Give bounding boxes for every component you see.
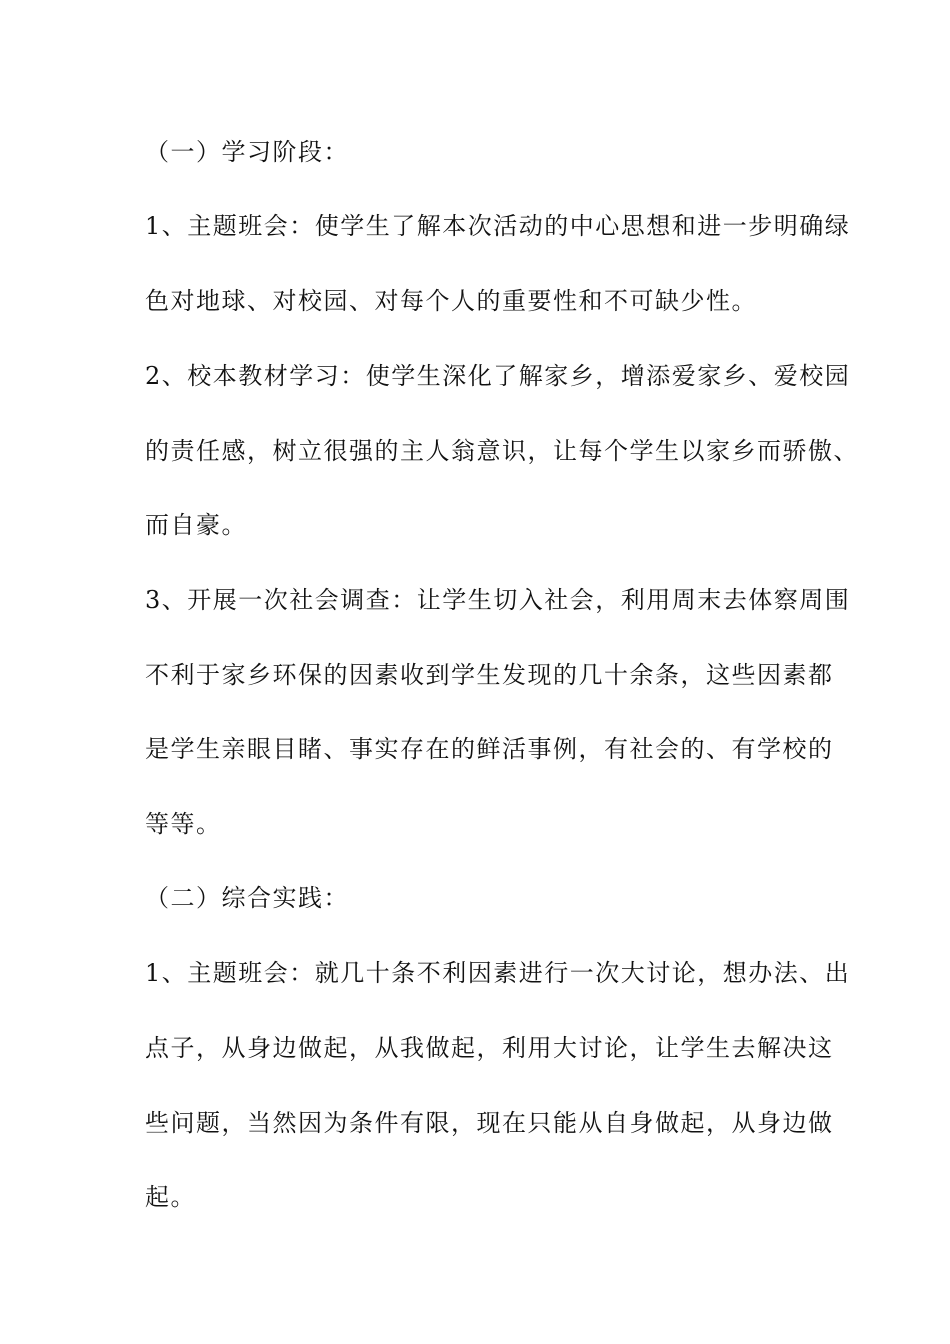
section-heading-study: （一）学习阶段： [145, 138, 349, 166]
section-heading-practice: （二）综合实践： [145, 884, 349, 912]
paragraph-line: 点子，从身边做起，从我做起，利用大讨论，让学生去解决这 [145, 1034, 834, 1062]
paragraph-line: 等等。 [145, 810, 222, 838]
paragraph-line: 3、开展一次社会调查：让学生切入社会，利用周末去体察周围 [145, 586, 851, 614]
paragraph-line: 不利于家乡环保的因素收到学生发现的几十余条，这些因素都 [145, 661, 834, 689]
paragraph-line: 是学生亲眼目睹、事实存在的鲜活事例，有社会的、有学校的 [145, 735, 834, 763]
paragraph-line: 起。 [145, 1183, 196, 1211]
paragraph-line: 2、校本教材学习：使学生深化了解家乡，增添爱家乡、爱校园 [145, 362, 851, 390]
paragraph-line: 1、主题班会：就几十条不利因素进行一次大讨论，想办法、出 [145, 959, 851, 987]
paragraph-line: 的责任感，树立很强的主人翁意识，让每个学生以家乡而骄傲、 [145, 437, 859, 465]
paragraph-line: 些问题，当然因为条件有限，现在只能从自身做起，从身边做 [145, 1109, 834, 1137]
paragraph-line: 色对地球、对校园、对每个人的重要性和不可缺少性。 [145, 287, 757, 315]
paragraph-line: 1、主题班会：使学生了解本次活动的中心思想和进一步明确绿 [145, 212, 851, 240]
paragraph-line: 而自豪。 [145, 511, 247, 539]
